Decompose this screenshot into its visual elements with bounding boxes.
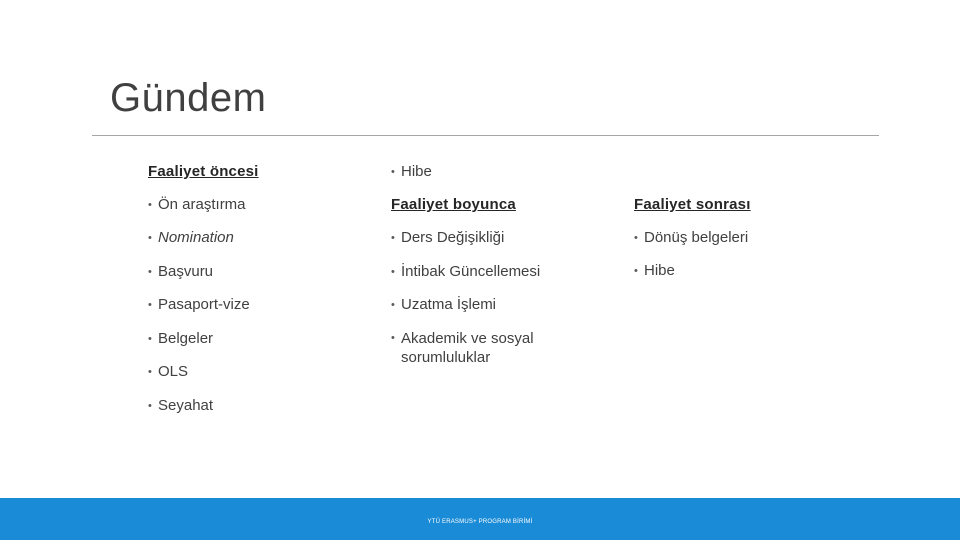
list-item [391, 295, 496, 315]
column-during-heading: Faaliyet boyunca [391, 196, 516, 213]
list-item [391, 228, 504, 248]
bullet-icon: • [391, 332, 395, 344]
list-item [391, 262, 540, 282]
bullet-icon: • [391, 299, 395, 311]
bullet-icon: • [634, 232, 638, 244]
column-after-heading: Faaliyet sonrası [634, 196, 751, 213]
list-item-text: Dönüş belgeleri [644, 229, 749, 246]
list-item [634, 261, 675, 281]
column-before [148, 162, 368, 422]
list-item [148, 262, 213, 282]
list-item [148, 396, 213, 416]
list-item-text: Hibe [401, 163, 432, 180]
list-item [148, 362, 188, 382]
bullet-icon: • [148, 333, 152, 345]
slide-title: Gündem [110, 76, 267, 120]
list-item [391, 329, 566, 367]
column-before-heading: Faaliyet öncesi [148, 163, 259, 180]
list-item [148, 329, 213, 349]
list-item [391, 162, 432, 182]
title-divider [92, 135, 879, 136]
bullet-icon: • [391, 266, 395, 278]
bullet-icon: • [634, 265, 638, 277]
column-during [391, 162, 601, 382]
list-item-text: Pasaport-vize [158, 296, 250, 313]
list-item-text: Belgeler [158, 330, 214, 347]
column-after [634, 195, 854, 295]
list-item [634, 228, 748, 248]
list-item-text: İntibak Güncellemesi [401, 263, 541, 280]
bullet-icon: • [148, 299, 152, 311]
bullet-icon: • [148, 199, 152, 211]
bullet-icon: • [148, 232, 152, 244]
list-item-text: Ön araştırma [158, 196, 246, 213]
footer-text: YTÜ ERASMUS+ PROGRAM BİRİMİ [427, 519, 533, 525]
list-item-text: Başvuru [158, 263, 214, 280]
bullet-icon: • [391, 166, 395, 178]
list-item-text: Akademik ve sosyal sorumluluklar [401, 330, 534, 366]
list-item-text: Nomination [158, 229, 234, 246]
bullet-icon: • [148, 266, 152, 278]
bullet-icon: • [148, 400, 152, 412]
list-item-text: Ders Değişikliği [401, 229, 505, 246]
list-item [148, 228, 234, 248]
list-item [148, 295, 250, 315]
bullet-icon: • [148, 366, 152, 378]
bullet-icon: • [391, 232, 395, 244]
list-item [148, 195, 246, 215]
list-item-text: Seyahat [158, 397, 214, 414]
list-item-text: OLS [158, 363, 189, 380]
list-item-text: Uzatma İşlemi [401, 296, 497, 313]
list-item-text: Hibe [644, 262, 675, 279]
